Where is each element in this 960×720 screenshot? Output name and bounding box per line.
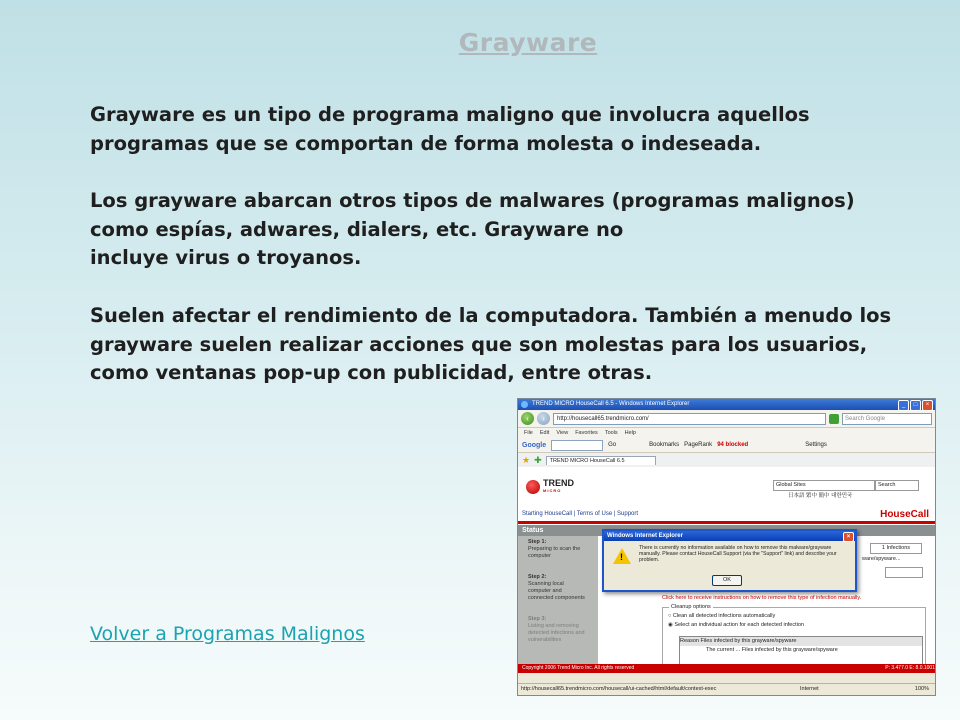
paragraph-effects — [90, 302, 930, 388]
page-footer — [518, 664, 936, 673]
menu-file: File — [524, 430, 533, 436]
address-row — [518, 410, 935, 428]
warning-mark: ! — [620, 552, 623, 562]
status-zone: Internet — [800, 686, 819, 692]
page-nav: Starting HouseCall | Terms of Use | Support — [522, 511, 639, 517]
maximize-icon: □ — [910, 400, 921, 411]
text-line: Los grayware abarcan otros tipos de malwares (programas malignos) — [90, 189, 855, 212]
status-zoom: 100% — [914, 686, 929, 692]
favorites-star-icon: ★ — [522, 454, 531, 465]
text-line: incluye virus o troyanos. — [90, 246, 362, 269]
housecall-logo: HouseCall — [880, 509, 929, 520]
text-line: como ventanas pop-up con publicidad, entre otras. — [90, 361, 653, 384]
steps-sidebar — [518, 536, 598, 673]
window-title: TREND MICRO HouseCall 6.5 - Windows Internet Explorer — [532, 401, 690, 407]
slide-title: Grayware — [458, 28, 598, 57]
google-logo: Google — [522, 441, 547, 449]
text-line: programas que se comportan de forma molesta o indeseada. — [90, 131, 762, 155]
menu-help: Help — [624, 430, 636, 436]
ie-status-bar — [518, 683, 935, 695]
text-line: Suelen afectar el rendimiento de la computadora. También a menudo los — [90, 304, 892, 327]
cleanup-label: Cleanup options — [671, 604, 711, 610]
brand-sub: MICRO — [543, 488, 562, 493]
cleanup-options — [662, 604, 926, 671]
back-to-malware-link[interactable]: Volver a Programas Malignos — [90, 623, 365, 645]
text-line: Grayware es un tipo de programa maligno que involucra aquellos — [90, 103, 810, 126]
red-divider — [518, 521, 935, 524]
language-links: 日本語 繁中 簡中 대한민국 — [788, 493, 853, 499]
dialog-close-icon: × — [843, 532, 854, 542]
dialog-title — [604, 531, 855, 541]
popup-blocked-label: 94 blocked — [717, 442, 749, 448]
global-sites-select: Global Sites — [773, 480, 875, 491]
ie-alert-dialog — [602, 529, 857, 592]
tab-row — [518, 453, 935, 468]
step-1: Step 1: Preparing to scan the computer — [528, 539, 581, 559]
settings-label: Settings — [805, 442, 827, 448]
copyright: Copyright 2006 Trend Micro Inc. All rights reserved — [522, 665, 635, 671]
trend-ball-icon — [526, 480, 540, 494]
back-arrow-icon: ‹ — [521, 412, 534, 425]
menu-favorites: Favorites — [575, 430, 598, 436]
dialog-ok-button: OK — [712, 575, 742, 586]
menu-tools: Tools — [604, 430, 618, 436]
google-search-box — [551, 440, 603, 451]
search-box: Search Google — [842, 413, 932, 425]
table-header: Reason Files infected by this grayware/spyware — [680, 637, 922, 646]
google-toolbar — [518, 438, 935, 453]
option-individual: ◉ Select an individual action for each detected infection — [668, 622, 804, 628]
spyware-text: ware/spyware... — [862, 556, 901, 562]
version-info: P: 3.477.0 E: 8.0.1001 — [885, 665, 935, 671]
ie-title-bar — [518, 399, 935, 410]
housecall-screenshot — [517, 398, 936, 696]
text-line: como espías, adwares, dialers, etc. Grayware no — [90, 217, 624, 241]
page-search: Search — [875, 480, 919, 491]
status-url: http://housecall65.trendmicro.com/housecall/ui-cached/html/default/context-exec — [521, 686, 717, 692]
option-clean-all: ○ Clean all detected infections automatically — [668, 613, 776, 619]
brand-name: TREND — [543, 478, 574, 488]
dialog-message: There is currently no information available on how to remove this malware/grayware manually. Please contact HouseCall Support (via the "Support" link) and describe your problem. — [639, 545, 837, 563]
go-icon — [829, 414, 839, 424]
paragraph-definition — [90, 101, 930, 158]
bookmarks-label: Bookmarks — [649, 442, 680, 448]
text-line: grayware suelen realizar acciones que son molestas para los usuarios, — [90, 332, 868, 356]
step-3: Step 3: Listing and removing detected infections and vulnerabilities — [528, 616, 585, 643]
browser-tab: TREND MICRO HouseCall 6.5 — [546, 456, 656, 465]
close-icon: × — [922, 400, 933, 411]
paragraph-types — [90, 187, 930, 273]
menu-view: View — [556, 430, 569, 436]
step-2: Step 2: Scanning local computer and connected components — [528, 574, 585, 601]
forward-arrow-icon: › — [537, 412, 550, 425]
minimize-icon: _ — [898, 400, 909, 411]
pagerank-label: PageRank — [684, 442, 713, 448]
menu-bar — [518, 428, 935, 438]
add-favorite-icon: ✚ — [534, 454, 542, 465]
detail-box — [885, 567, 923, 578]
instructions-line: Click here to receive instructions on how to remove this type of infection manually. — [662, 595, 862, 601]
table-row: The current ... Files infected by this grayware/spyware — [706, 647, 838, 653]
go-label: Go — [608, 442, 617, 448]
address-bar: http://housecall65.trendmicro.com/ — [553, 413, 826, 425]
menu-edit: Edit — [539, 430, 550, 436]
ie-logo-icon — [521, 401, 528, 408]
infections-count: 1 Infections — [870, 543, 922, 554]
status-header: Status — [518, 525, 936, 536]
dialog-title-text: Windows Internet Explorer — [607, 533, 683, 539]
trend-micro-logo — [526, 479, 574, 495]
